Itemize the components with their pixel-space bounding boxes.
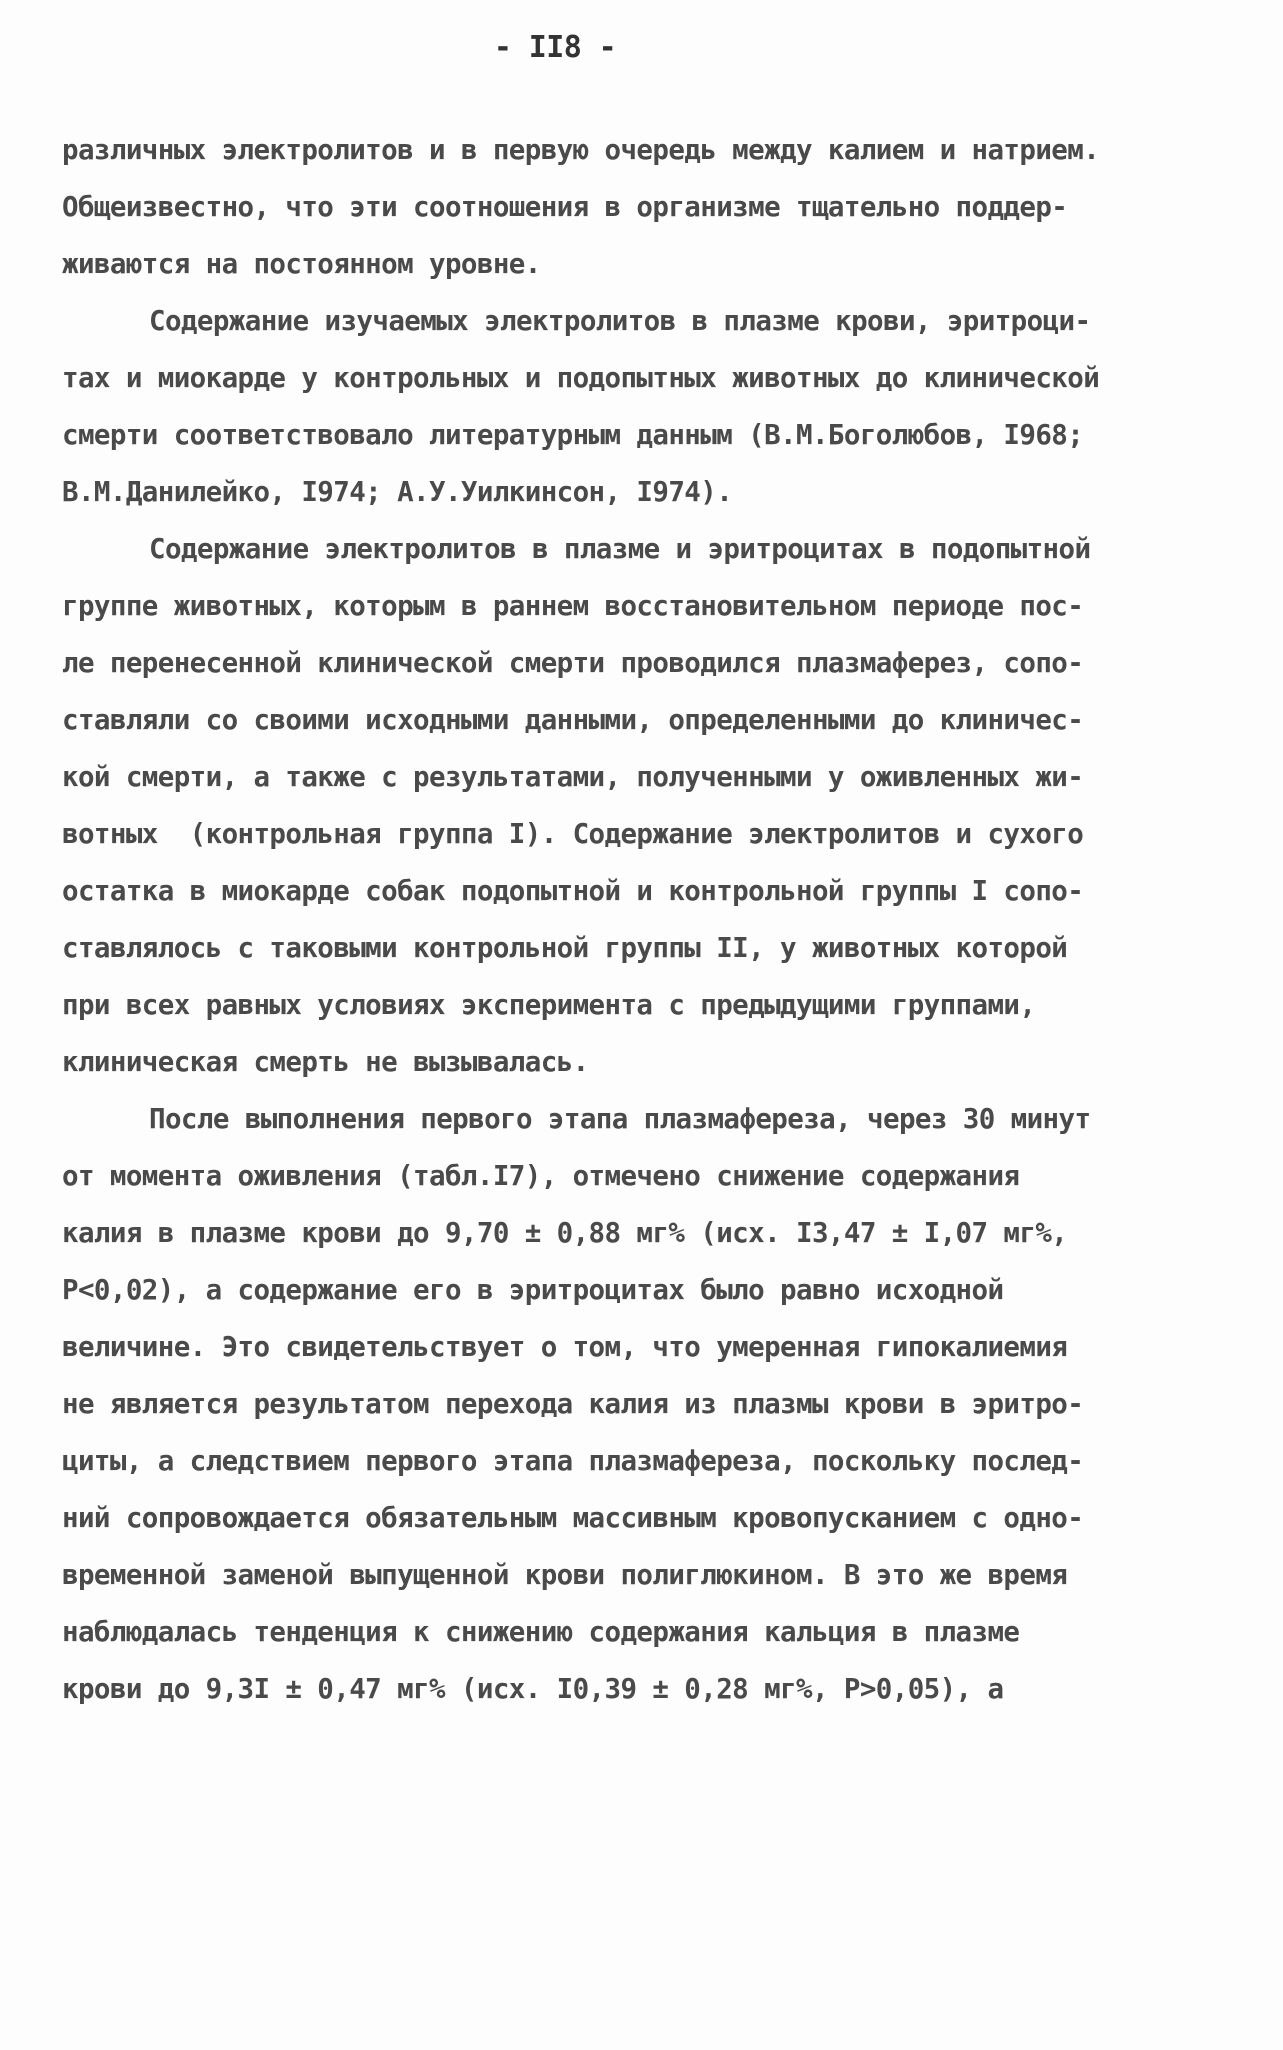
page-number: - II8 - [493, 30, 617, 65]
text-line: наблюдалась тенденция к снижению содержания кальция в плазме [62, 1616, 1020, 1648]
text-line: группе животных, которым в раннем восстановительном периоде пос- [62, 590, 1084, 622]
text-line: остатка в миокарде собак подопытной и контрольной группы I сопо- [62, 875, 1084, 907]
text-line: величине. Это свидетельствует о том, что умеренная гипокалиемия [62, 1331, 1068, 1363]
text-line: не является результатом перехода калия из плазмы крови в эритро- [62, 1388, 1084, 1420]
text-line: Содержание электролитов в плазме и эритроцитах в подопытной [149, 533, 1091, 565]
text-line: ле перенесенной клинической смерти проводился плазмаферез, сопо- [62, 647, 1084, 679]
text-line: крови до 9,3I ± 0,47 мг% (исх. I0,39 ± 0,28 мг%, P>0,05), а [62, 1673, 1004, 1705]
text-line: Общеизвестно, что эти соотношения в организме тщательно поддер- [62, 191, 1068, 223]
text-line: от момента оживления (табл.I7), отмечено снижение содержания [62, 1160, 1020, 1192]
paragraph-2 [62, 293, 1212, 521]
text-line: P<0,02), а содержание его в эритроцитах было равно исходной [62, 1274, 1004, 1306]
document-body [62, 122, 1212, 1718]
text-line: вотных (контрольная группа I). Содержание электролитов и сухого [62, 818, 1084, 850]
paragraph-1 [62, 122, 1212, 293]
text-line: ставляли со своими исходными данными, определенными до клиничес- [62, 704, 1084, 736]
text-line: В.М.Данилейко, I974; А.У.Уилкинсон, I974). [62, 476, 733, 508]
text-line: тах и миокарде у контрольных и подопытных животных до клинической [62, 362, 1100, 394]
text-line: Содержание изучаемых электролитов в плазме крови, эритроци- [149, 305, 1091, 337]
paragraph-3 [62, 521, 1212, 1091]
text-line: при всех равных условиях эксперимента с предыдущими группами, [62, 989, 1036, 1021]
text-line: После выполнения первого этапа плазмафереза, через 30 минут [149, 1103, 1091, 1135]
text-line: различных электролитов и в первую очередь между калием и натрием. [62, 134, 1100, 166]
text-line: ний сопровождается обязательным массивным кровопусканием с одно- [62, 1502, 1084, 1534]
text-line: живаются на постоянном уровне. [62, 248, 541, 280]
text-line: кой смерти, а также с результатами, полученными у оживленных жи- [62, 761, 1084, 793]
text-line: циты, а следствием первого этапа плазмафереза, поскольку послед- [62, 1445, 1084, 1477]
text-line: ставлялось с таковыми контрольной группы II, у животных которой [62, 932, 1068, 964]
text-line: смерти соответствовало литературным данным (В.М.Боголюбов, I968; [62, 419, 1084, 451]
text-line: временной заменой выпущенной крови полиглюкином. В это же время [62, 1559, 1068, 1591]
text-line: клиническая смерть не вызывалась. [62, 1046, 589, 1078]
text-line: калия в плазме крови до 9,70 ± 0,88 мг% (исх. I3,47 ± I,07 мг%, [62, 1217, 1068, 1249]
paragraph-4 [62, 1091, 1212, 1718]
